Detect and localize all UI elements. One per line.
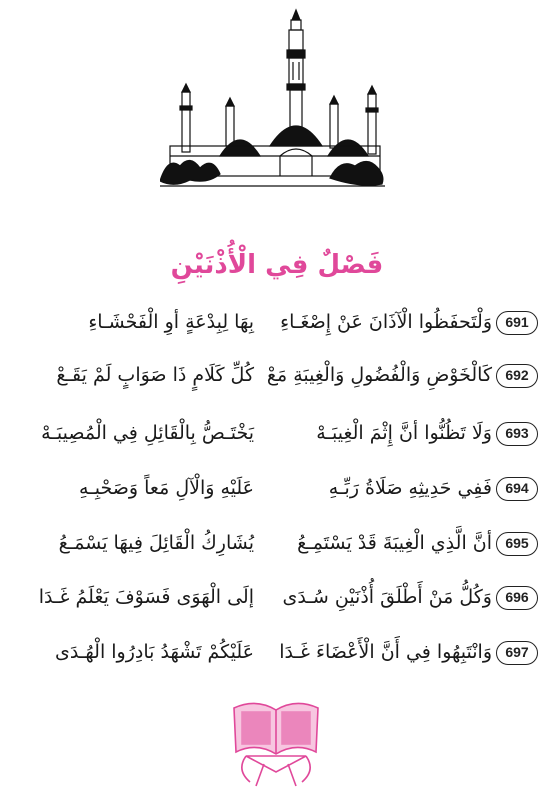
verse-number: 694	[496, 477, 538, 501]
verse-second-hemistich: إلَى الْهَوَى فَسَوْفَ يَعْلَمُ غَـدَا	[38, 586, 254, 608]
verse-row	[0, 582, 554, 622]
verse-second-hemistich: عَلَيْهِ وَالْآلِ مَعاً وَصَحْبِـهِ	[79, 477, 254, 499]
verse-row	[0, 473, 554, 513]
verse-number: 697	[496, 641, 538, 665]
verse-first-hemistich: وَلْتَحفَظُوا الْآذَانَ عَنْ إِصْغَـاءِ	[280, 311, 492, 333]
verse-first-hemistich: أنَّ الَّذِي الْغِيبَةَ قَدْ يَسْتَمِـعُ	[297, 532, 492, 554]
verse-second-hemistich: يُشَارِكُ الْقَائِلَ فِيهَا يَسْمَـعُ	[58, 532, 254, 554]
verse-row	[0, 418, 554, 458]
verse-row	[0, 528, 554, 568]
verse-second-hemistich: يَخْتَـصُّ بِالْقَائِلِ فِي الْمُصِيبَـهْ	[41, 422, 254, 444]
verse-number: 693	[496, 422, 538, 446]
verse-first-hemistich: وَلَا تَظُنُّوا أنَّ إِثْمَ الْغِيبَـهْ	[316, 422, 492, 444]
verse-first-hemistich: وَكُلُّ مَنْ أَطْلَقَ أُذْنَيْنِ سُـدَى	[282, 586, 492, 608]
verse-first-hemistich: وَانْتَبِهُوا فِي أَنَّ الْأَعْضَاءَ غَـدَا	[279, 641, 492, 663]
section-title: فَصْلٌ فِي الْأُذْنَيْنِ	[170, 250, 384, 280]
verse-second-hemistich: بِهَا لِبِدْعَةٍ أوِ الْفَحْشَـاءِ	[88, 311, 254, 333]
verse-number: 696	[496, 586, 538, 610]
verse-number: 692	[496, 364, 538, 388]
open-book-icon	[226, 690, 326, 790]
verse-row	[0, 360, 554, 400]
verse-row	[0, 307, 554, 347]
verse-number: 695	[496, 532, 538, 556]
verse-number: 691	[496, 311, 538, 335]
verse-row	[0, 637, 554, 677]
verse-first-hemistich: كَالْخَوْضِ وَالْفُضُولِ وَالْغِيبَةِ مَعْ	[266, 364, 492, 386]
mosque-illustration	[160, 6, 385, 206]
verse-second-hemistich: كُلِّ كَلَامٍ ذَا صَوَابٍ لَمْ يَقَـعْ	[56, 364, 254, 386]
verse-first-hemistich: فَفِي حَدِيثِهِ صَلَاةُ رَبِّـهِ	[328, 477, 492, 499]
verse-second-hemistich: عَلَيْكُمْ تَشْهَدُ بَادِرُوا الْهُـدَى	[55, 641, 254, 663]
